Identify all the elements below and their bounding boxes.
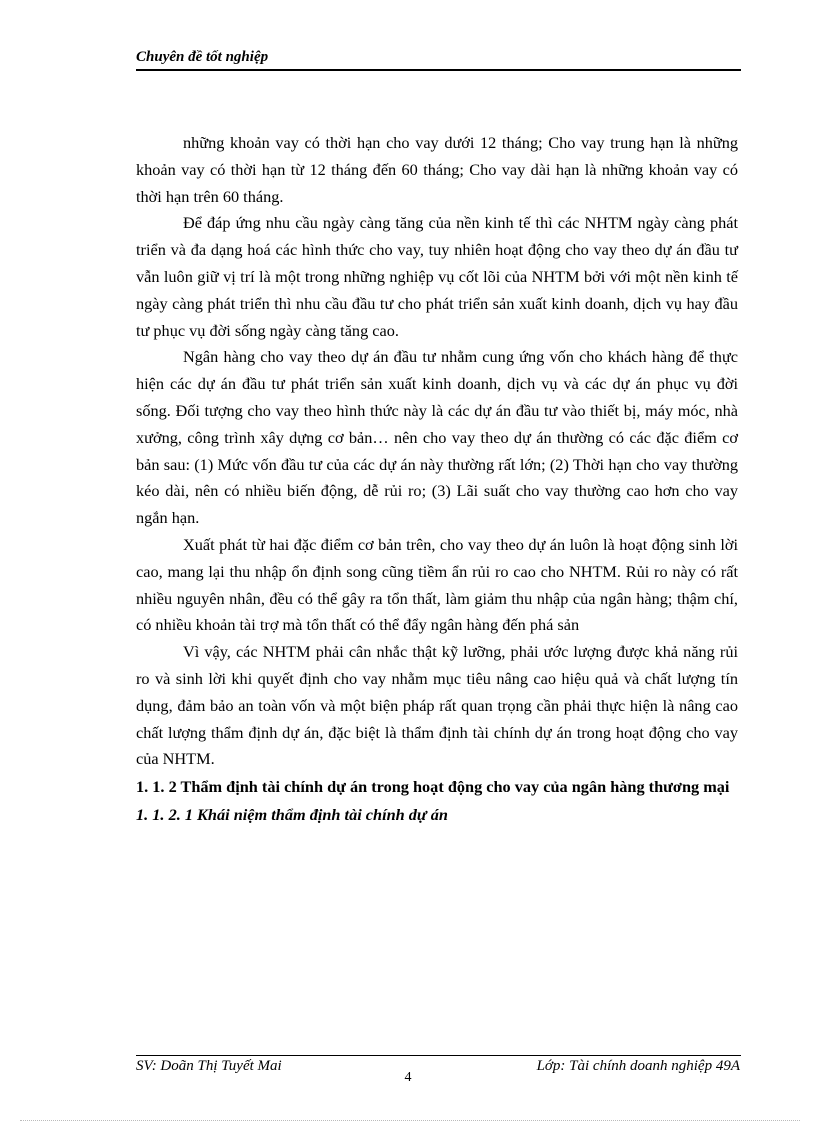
paragraph-4: Xuất phát từ hai đặc điểm cơ bản trên, cho vay theo dự án luôn là hoạt động sinh lời cao, mang lại thu nhập ổn định song cũng tiềm ẩn rủi ro cao cho NHTM. Rủi ro này có rất nhiều nguyên nhân, đều có thể gây ra tổn thất, làm giảm thu nhập của ngân hàng; thậm chí, có nhiều khoản tài trợ mà tổn thất có thể đẩy ngân hàng đến phá sản [136, 534, 738, 635]
footer-student: SV: Doãn Thị Tuyết Mai [136, 1058, 282, 1074]
document-body [136, 130, 738, 828]
footer-class: Lớp: Tài chính doanh nghiệp 49A [536, 1058, 740, 1074]
header-title: Chuyên đề tốt nghiệp [136, 49, 269, 65]
subsection-heading: 1. 1. 2. 1 Khái niệm thẩm định tài chính dự án [136, 804, 448, 824]
page-number: 4 [404, 1070, 412, 1085]
paragraph-3: Ngân hàng cho vay theo dự án đầu tư nhằm cung ứng vốn cho khách hàng để thực hiện các dự án đầu tư phát triển sản xuất kinh doanh, dịch vụ và các dự án phục vụ đời sống. Đối tượng cho vay theo hình thức này là các dự án đầu tư vào thiết bị, máy móc, nhà xưởng, công trình xây dựng cơ bản… nên cho vay theo dự án thường có các đặc điểm cơ bản sau: (1) Mức vốn đầu tư của các dự án này thường rất lớn; (2) Thời hạn cho vay thường kéo dài, nên có nhiều biến động, dễ rủi ro; (3) Lãi suất cho vay thường cao hơn cho vay ngắn hạn. [136, 347, 738, 528]
paragraph-5: Vì vậy, các NHTM phải cân nhắc thật kỹ lưỡng, phải ước lượng được khả năng rủi ro và sinh lời khi quyết định cho vay nhằm mục tiêu nâng cao hiệu quả và chất lượng tín dụng, đảm bảo an toàn vốn và một biện pháp rất quan trọng cần phải thực hiện là nâng cao chất lượng thẩm định dự án, đặc biệt là thẩm định tài chính dự án trong hoạt động cho vay của NHTM. [136, 642, 738, 769]
footer-divider [136, 1055, 741, 1056]
page-edge-divider [20, 1120, 800, 1121]
paragraph-2: Để đáp ứng nhu cầu ngày càng tăng của nền kinh tế thì các NHTM ngày càng phát triển và đa dạng hoá các hình thức cho vay, tuy nhiên hoạt động cho vay theo dự án đầu tư vẫn luôn giữ vị trí là một trong những nghiệp vụ cốt lõi của NHTM bởi với một nền kinh tế ngày càng phát triển thì nhu cầu đầu tư cho phát triển sản xuất kinh doanh, dịch vụ hay đầu tư phục vụ đời sống ngày càng tăng cao. [136, 213, 738, 340]
section-heading: 1. 1. 2 Thẩm định tài chính dự án trong hoạt động cho vay của ngân hàng thương mại [136, 777, 730, 797]
page-header [136, 45, 741, 71]
paragraph-1: những khoản vay có thời hạn cho vay dưới 12 tháng; Cho vay trung hạn là những khoản vay có thời hạn từ 12 tháng đến 60 tháng; Cho vay dài hạn là những khoản vay có thời hạn trên 60 tháng. [136, 133, 738, 206]
